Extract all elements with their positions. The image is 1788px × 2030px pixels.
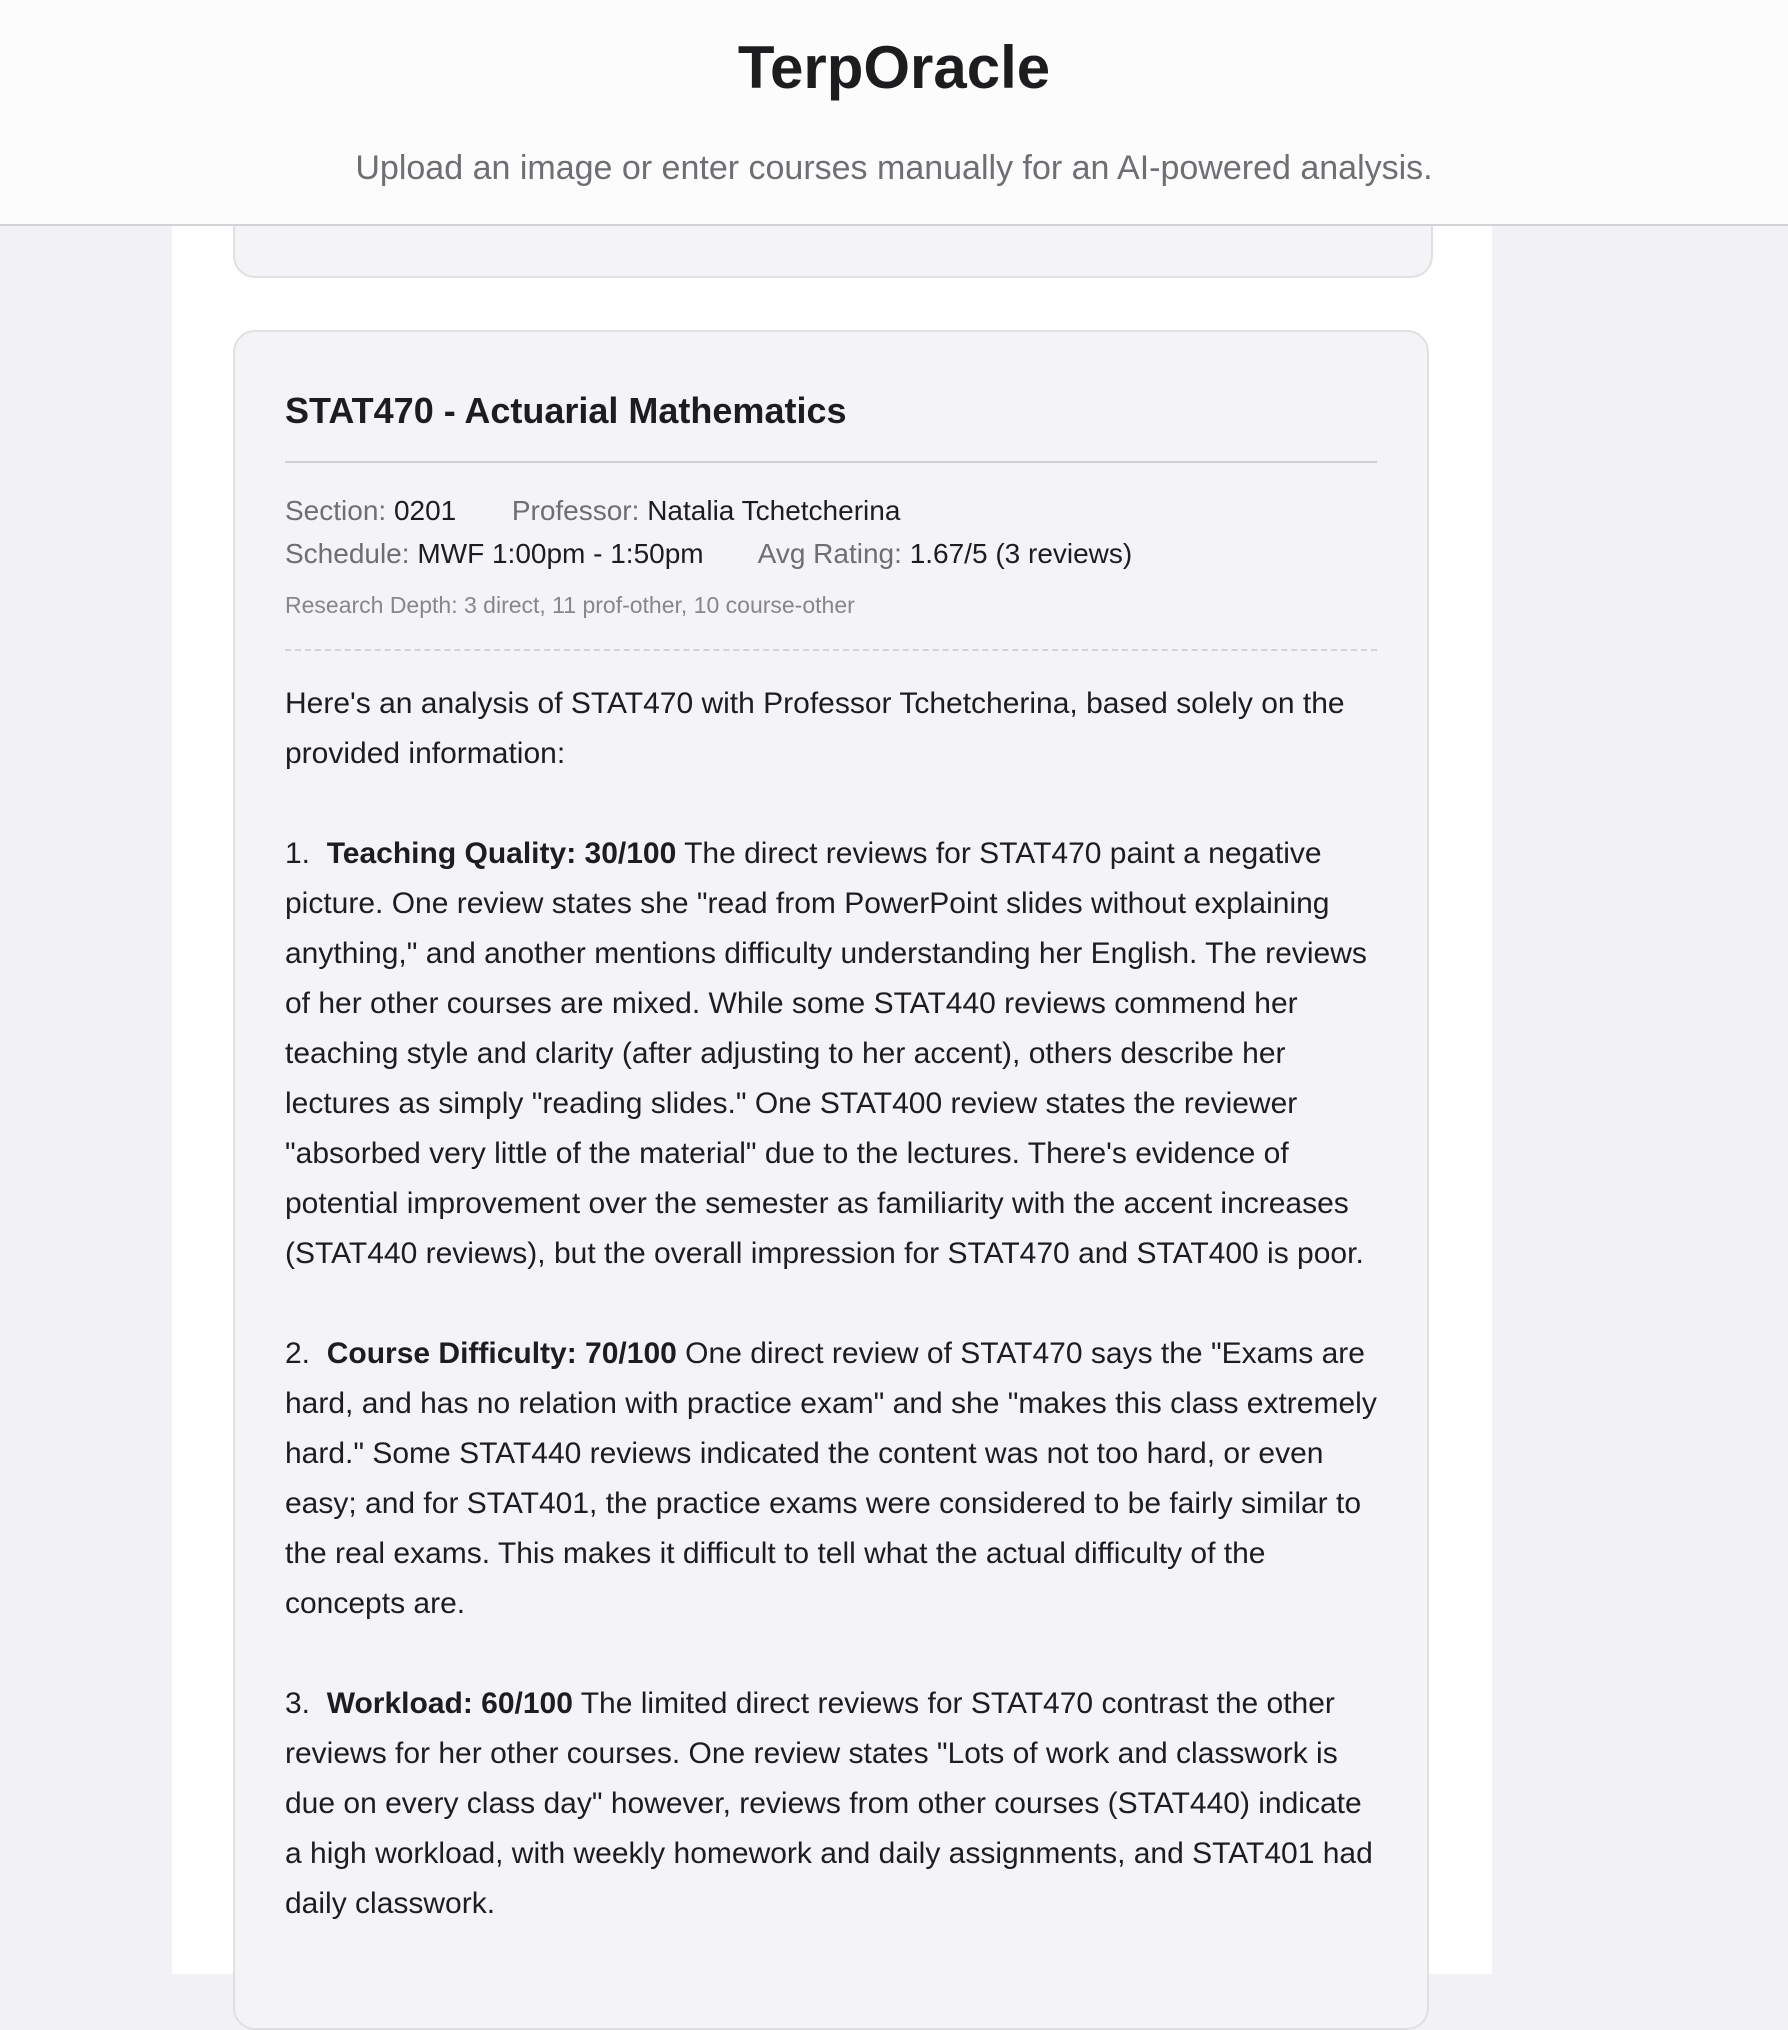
analysis-point [285, 829, 1377, 1279]
analysis-point [285, 1679, 1377, 1929]
section-label: Section: [285, 495, 387, 526]
point-text: One direct review of STAT470 says the "Exams are hard, and has no relation with practice exam" and she "makes this class extremely hard." Some STAT440 reviews indicated the content was not too hard, or even easy; and for STAT401, the practice exams were considered to be fairly similar to the real exams. This makes it difficult to tell what the actual difficulty of the concepts are. [285, 1337, 1377, 1620]
point-label: Teaching Quality: 30/100 [326, 837, 677, 870]
point-number: 3. [285, 1687, 311, 1720]
point-number: 2. [285, 1337, 311, 1370]
schedule-value: MWF 1:00pm - 1:50pm [417, 538, 704, 569]
research-depth: Research Depth: 3 direct, 11 prof-other, 10 course-other [285, 592, 855, 618]
point-label: Course Difficulty: 70/100 [326, 1337, 677, 1370]
analysis-intro: Here's an analysis of STAT470 with Professor Tchetcherina, based solely on the provided information: [285, 687, 1345, 770]
rating-label: Avg Rating: [757, 538, 902, 569]
app-subtitle: Upload an image or enter courses manually for an AI-powered analysis. [355, 149, 1433, 187]
rating-value: 1.67/5 (3 reviews) [909, 538, 1133, 569]
analysis-body [285, 679, 1377, 1929]
app-header [0, 0, 1788, 226]
point-number: 1. [285, 837, 311, 870]
course-meta [285, 489, 1377, 575]
course-title: STAT470 - Actuarial Mathematics [285, 390, 847, 431]
dashed-divider [285, 649, 1377, 651]
course-analysis-card [233, 330, 1429, 2030]
point-label: Workload: 60/100 [326, 1687, 573, 1720]
app-title: TerpOracle [737, 34, 1051, 101]
analysis-point [285, 1329, 1377, 1629]
schedule-label: Schedule: [285, 538, 410, 569]
professor-value: Natalia Tchetcherina [647, 495, 901, 526]
point-text: The limited direct reviews for STAT470 contrast the other reviews for her other courses. One review states "Lots of work and classwork is due on every class day" however, reviews from other courses (STAT440) indicate a high workload, with weekly homework and daily assignments, and STAT401 had daily classwork. [285, 1687, 1373, 1920]
divider [285, 461, 1377, 463]
point-text: The direct reviews for STAT470 paint a negative picture. One review states she "read from PowerPoint slides without explaining anything," and another mentions difficulty understanding her English. The reviews of her other courses are mixed. While some STAT440 reviews commend her teaching style and clarity (after adjusting to her accent), others describe her lectures as simply "reading slides." One STAT400 review states the reviewer "absorbed very little of the material" due to the lectures. There's evidence of potential improvement over the semester as familiarity with the accent increases (STAT440 reviews), but the overall impression for STAT470 and STAT400 is poor. [285, 837, 1367, 1270]
section-value: 0201 [393, 495, 457, 526]
professor-label: Professor: [511, 495, 640, 526]
